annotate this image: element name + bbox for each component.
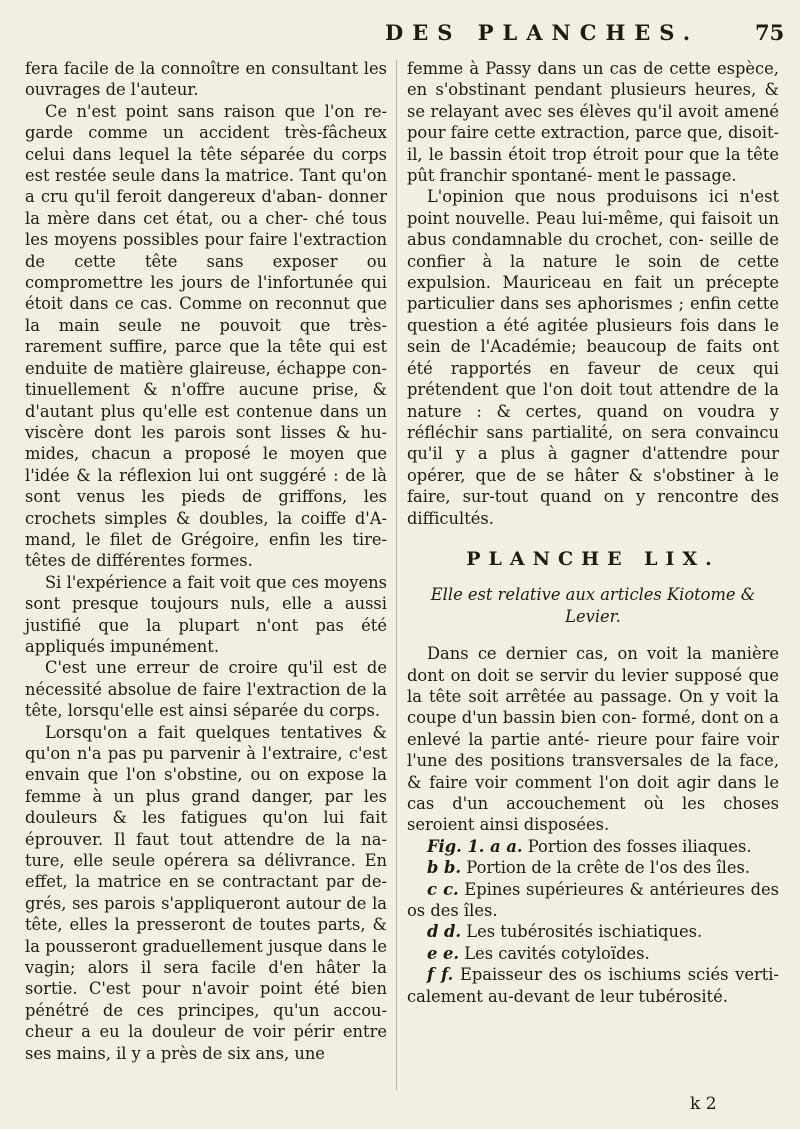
figure-item: [407, 921, 779, 942]
figure-item: [407, 836, 779, 857]
figure-label: e e.: [427, 943, 460, 963]
paragraph: Lorsqu'on a fait quelques tentatives & qu'on n'a pas pu parvenir à l'extraire, c'est envain que l'on s'obstine, ou on expose la femme à un plus grand danger, par les douleurs & les fatigues qu'on lui fait éprouver. Il faut tout attendre de la na- ture, elle seule opérera sa délivrance. En effet, la matrice en se contractant par de- grés, ses parois s'appliqueront autour de la tête, elles la presseront de toutes parts, & la pousseront graduellement jusque dans le vagin; alors il sera facile d'en hâter la sortie. C'est pour n'avoir point été bien pénétré de ces principes, qu'un accou- cheur a eu la douleur de voir périr entre ses mains, il y a près de six ans, une: [25, 722, 387, 1063]
figure-text: Epines supérieures & antérieures des os des îles.: [407, 879, 779, 921]
figure-item: [407, 964, 779, 1007]
figure-text: Portion des fosses iliaques.: [527, 836, 752, 856]
signature-mark: k 2: [690, 1094, 717, 1114]
figure-label: Fig. 1. a a.: [427, 836, 523, 856]
figure-item: [407, 857, 779, 878]
running-title: DES PLANCHES.: [385, 20, 700, 45]
paragraph: L'opinion que nous produisons ici n'est point nouvelle. Peau lui-même, qui faisoit un abus condamnable du crochet, con- seille de confier à la nature le soin de cette expulsion. Mauriceau en fait un précepte particulier dans ses aphorismes ; enfin cette question a été agitée plusieurs fois dans le sein de l'Académie; beaucoup de faits ont été rapportés en faveur de ceux qui prétendent que l'on doit tout attendre de la nature : & certes, quand on voudra y réfléchir sans partialité, on sera convaincu qu'il y a plus à gagner d'attendre pour opérer, que de se hâter & s'obstiner à le faire, sur-tout quand on y rencontre des difficultés.: [407, 187, 779, 528]
column-divider: [396, 60, 397, 1090]
figure-item: [407, 879, 779, 922]
page-header: [0, 18, 800, 48]
figure-label: b b.: [427, 858, 462, 878]
right-column: [407, 58, 779, 1007]
paragraph: fera facile de la connoître en consultant les ouvrages de l'auteur.: [25, 59, 387, 100]
plate-heading: PLANCHE LIX.: [466, 547, 720, 570]
figure-item: [407, 943, 779, 964]
figure-text: Epaisseur des os ischiums sciés verti- calement au-devant de leur tubérosité.: [407, 965, 779, 1006]
figure-text: Portion de la crête de l'os des îles.: [466, 858, 751, 878]
left-column: [25, 58, 387, 1064]
plate-subtitle: Elle est relative aux articles Kiotome & Levier.: [430, 585, 756, 626]
paragraph: Ce n'est point sans raison que l'on re- garde comme un accident très-fâcheux celui dans lequel la tête séparée du corps est restée seule dans la matrice. Tant qu'on a cru qu'il feroit dangereux d'aban- donner la mère dans cet état, ou a cher- ché tous les moyens possibles pour faire l'extraction de cette tête sans exposer ou compromettre les jours de l'infortunée qui étoit dans ce cas. Comme on reconnut que la main seule ne pouvoit que très- rarement suffire, parce que la tête qui est enduite de matière glaireuse, échappe con- tinuellement & n'offre aucune prise, & d'autant plus qu'elle est contenue dans un viscère dont les parois sont lisses & hu- mides, chacun a proposé le moyen que l'idée & la réflexion lui ont suggéré : de là sont venus les pieds de griffons, les crochets simples & doubles, la coiffe d'A- mand, le filet de Grégoire, enfin les tire- têtes de différentes formes.: [25, 101, 387, 571]
paragraph: C'est une erreur de croire qu'il est de nécessité absolue de faire l'extraction de la tête, lorsqu'elle est ainsi séparée du corps.: [25, 658, 387, 721]
paragraph: femme à Passy dans un cas de cette espèce, en s'obstinant pendant plusieurs heures, & se relayant avec ses élèves qu'il avoit amené pour faire cette extraction, parce que, disoit-il, le bassin étoit trop étroit pour que la tête pût franchir spontané- ment le passage.: [407, 59, 779, 186]
figure-label: f f.: [427, 965, 454, 985]
page-number: 75: [755, 20, 785, 45]
figure-label: d d.: [427, 922, 462, 942]
paragraph: Si l'expérience a fait voit que ces moyens sont presque toujours nuls, elle a aussi justifié que la plupart n'ont pas été appliqués impunément.: [25, 572, 387, 656]
figure-text: Les tubérosités ischiatiques.: [466, 922, 703, 942]
plate-description: Dans ce dernier cas, on voit la manière dont on doit se servir du levier supposé que la tête soit arrêtée au passage. On y voit la coupe d'un bassin bien con- formé, dont on a enlevé la partie anté- rieure pour faire voir l'une des positions transversales de la face, & faire voir comment l'on doit agir dans le cas d'un accouchement où les choses seroient ainsi disposées.: [407, 644, 779, 835]
figure-text: Les cavités cotyloïdes.: [464, 943, 650, 963]
figure-label: c c.: [427, 879, 459, 899]
